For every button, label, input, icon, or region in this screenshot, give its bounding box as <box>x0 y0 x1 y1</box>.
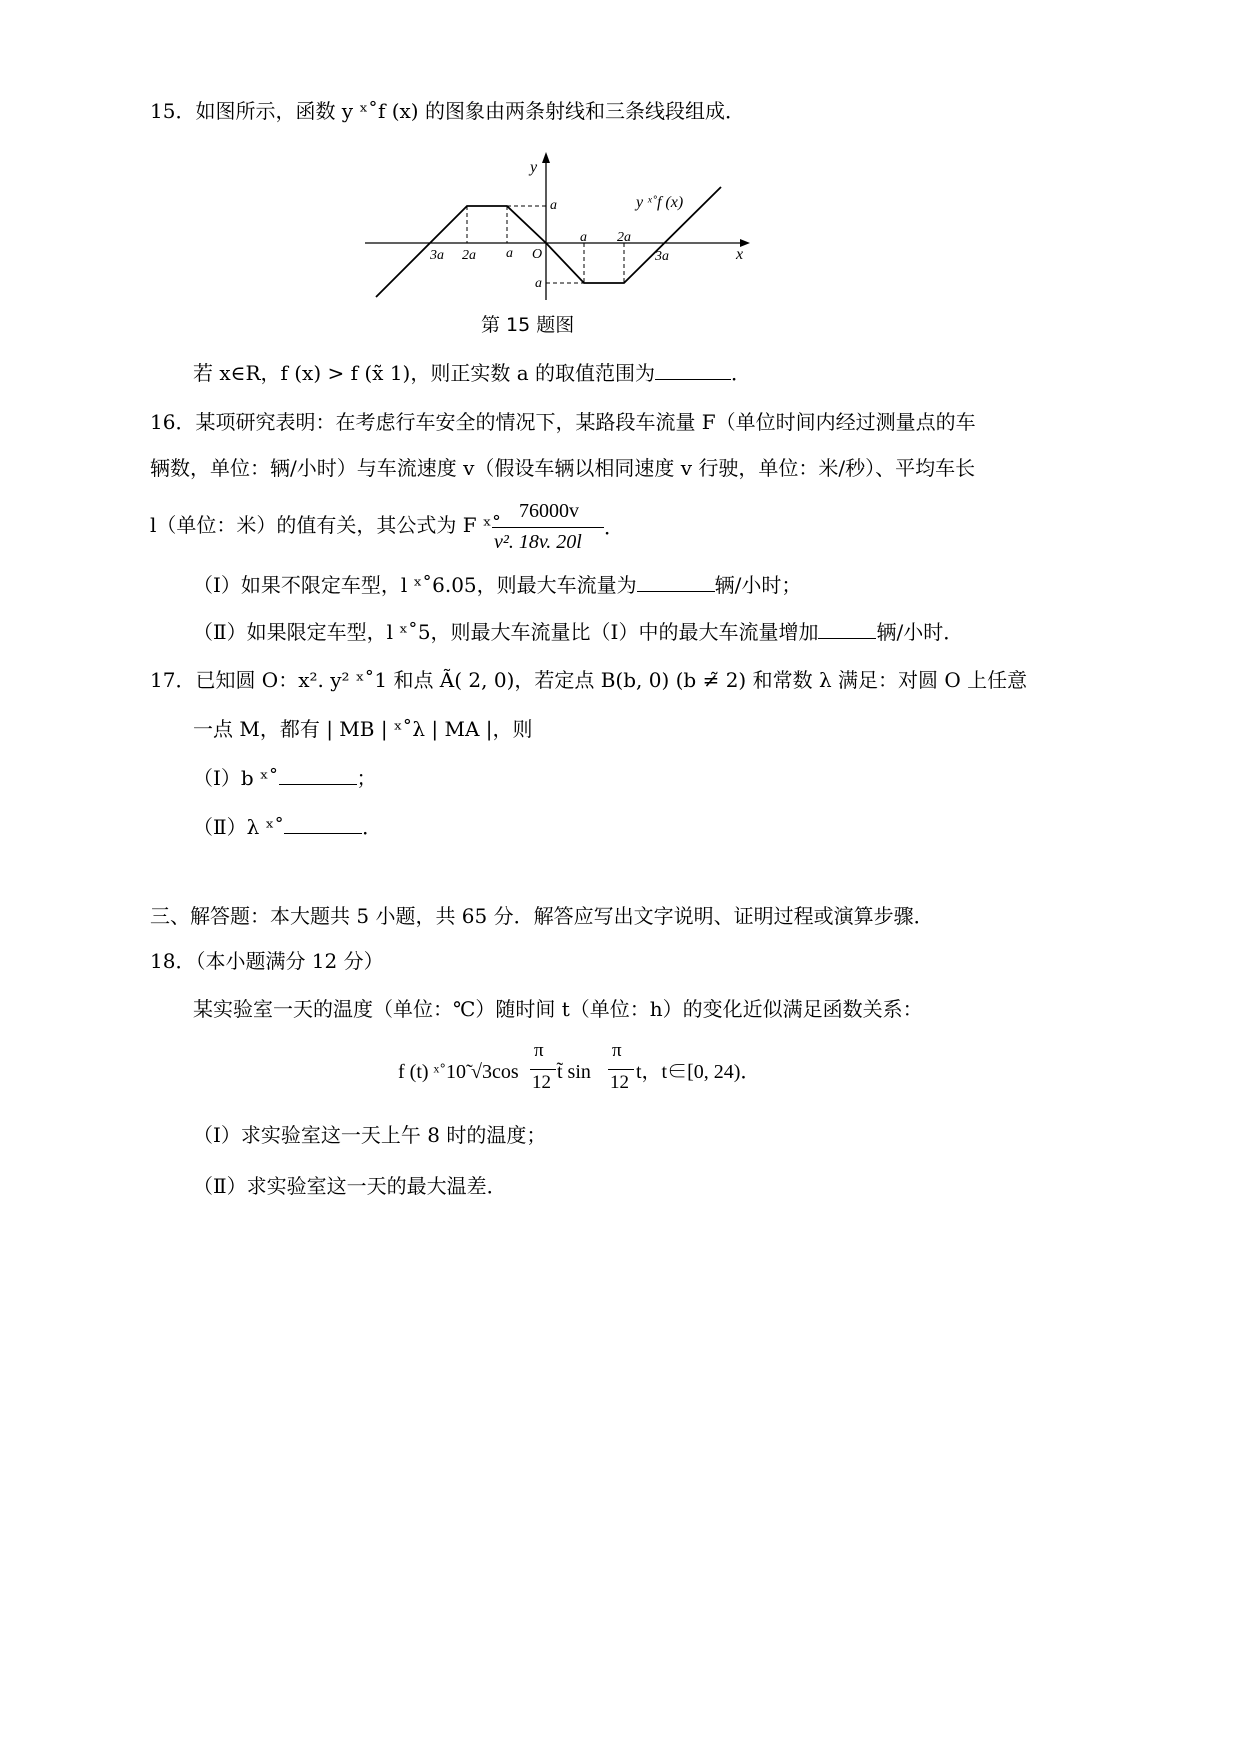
y-pos-label: a <box>550 198 557 213</box>
q15-stem: 15．如图所示，函数 y ˣ˚f (x) 的图象由两条射线和三条线段组成． <box>150 99 745 123</box>
y-axis-arrow <box>542 152 550 163</box>
tick-a-left: a <box>506 246 513 261</box>
q17-part1: （Ⅰ）b ˣ˚ ； <box>193 766 377 790</box>
q15-figure <box>360 150 760 305</box>
y-neg-label: a <box>535 276 542 291</box>
q18-part2: （Ⅱ）求实验室这一天的最大温差． <box>193 1174 507 1198</box>
x-axis-label: x <box>736 246 744 263</box>
q16-line3: l（单位：米）的值有关，其公式为 F ˣ˚ <box>150 513 502 537</box>
q18-stem: 某实验室一天的温度（单位：℃）随时间 t（单位：h）的变化近似满足函数关系： <box>193 997 923 1021</box>
q18-pi-1: π <box>534 1040 544 1061</box>
answer-blank-17-1[interactable] <box>279 764 357 785</box>
q17-line2: 一点 M，都有 | MB | ˣ˚λ | MA |，则 <box>193 717 533 741</box>
y-axis-label: y <box>530 159 538 176</box>
q16-line2: 辆数，单位：辆/小时）与车流速度 v（假设车辆以相同速度 v 行驶，单位：米/秒）、平均车长 <box>150 456 976 480</box>
tick-2a-right: 2a <box>617 230 631 245</box>
answer-blank-15[interactable] <box>655 359 731 380</box>
graph-left <box>376 206 546 297</box>
origin-label: O <box>532 247 543 262</box>
q17-line1: 17．已知圆 O：x². y² ˣ˚1 和点 Ã( 2, 0)，若定点 B(b, 0) (b ≠̃ 2) 和常数 λ 满足：对圆 O 上任意 <box>150 668 1028 692</box>
q18-frac-bar-1 <box>530 1069 556 1070</box>
q16-denominator: v². 18v. 20l <box>494 531 582 553</box>
q18-formula-left: f (t) ˣ˚10̃ √3cos <box>398 1061 519 1083</box>
section3-title: 三、解答题：本大题共 5 小题，共 65 分．解答应写出文字说明、证明过程或演算步骤． <box>150 904 934 928</box>
tick-2a-left: 2a <box>462 248 476 263</box>
q18-frac-bar-2 <box>608 1069 634 1070</box>
q16-numerator: 76000v <box>519 500 579 522</box>
q16-fraction-bar <box>492 527 604 528</box>
q16-line1: 16．某项研究表明：在考虑行车安全的情况下，某路段车流量 F（单位时间内经过测量点的车 <box>150 410 976 434</box>
tick-3a-left: 3a <box>430 248 444 263</box>
q15-condition: 若 x∈R，f (x) > f (x̃ 1)，则正实数 a 的取值范围为 ． <box>193 361 751 385</box>
q18-part1: （Ⅰ）求实验室这一天上午 8 时的温度； <box>193 1123 547 1147</box>
q18-header: 18．（本小题满分 12 分） <box>150 949 384 973</box>
q16-line3-end: ． <box>604 515 624 539</box>
tick-a-right: a <box>580 230 587 245</box>
q16-part1: （Ⅰ）如果不限定车型，l ˣ˚6.05，则最大车流量为 辆/小时； <box>193 573 802 597</box>
func-label: y ˣ˚f (x) <box>636 194 684 211</box>
q17-part2: （Ⅱ）λ ˣ˚ ． <box>193 815 383 839</box>
q18-den-1: 12 <box>532 1072 551 1093</box>
tick-3a-right: 3a <box>655 249 669 264</box>
answer-blank-16-2[interactable] <box>818 618 876 639</box>
q18-pi-2: π <box>612 1040 622 1061</box>
answer-blank-16-1[interactable] <box>637 571 715 592</box>
q18-formula-mid: t̃ sin <box>557 1061 591 1083</box>
q15-figure-caption: 第 15 题图 <box>481 314 575 336</box>
q16-part2: （Ⅱ）如果限定车型，l ˣ˚5，则最大车流量比（Ⅰ）中的最大车流量增加 辆/小时． <box>193 620 964 644</box>
graph-right <box>546 187 721 283</box>
q18-formula-right: t，t∈[0, 24)． <box>636 1061 761 1083</box>
q18-den-2: 12 <box>610 1072 629 1093</box>
answer-blank-17-2[interactable] <box>284 813 362 834</box>
